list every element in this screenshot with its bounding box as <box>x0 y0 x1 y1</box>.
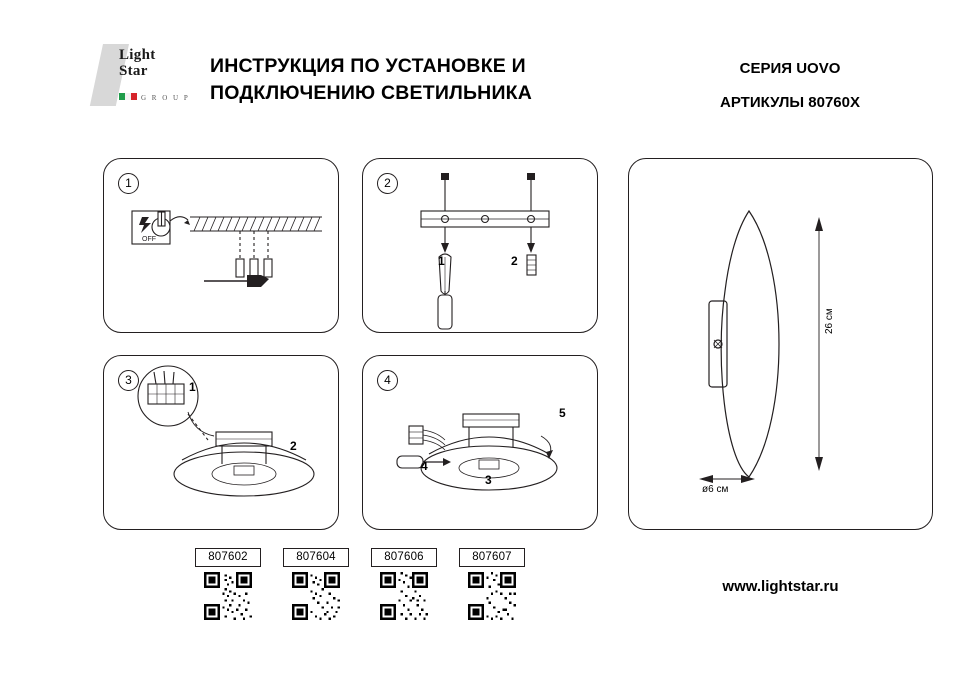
step-2-panel <box>362 158 598 333</box>
step-2-illustration <box>363 159 599 334</box>
step-4-number: 4 <box>377 370 398 391</box>
series-block <box>645 52 935 120</box>
logo-line-1: Light <box>119 47 156 63</box>
svg-text:OFF: OFF <box>142 236 156 243</box>
articles-label: АРТИКУЛЫ 80760X <box>720 94 860 111</box>
page-title-line-1: ИНСТРУКЦИЯ ПО УСТАНОВКЕ И <box>210 55 526 77</box>
website-link[interactable]: www.lightstar.ru <box>722 578 839 595</box>
code-item-1 <box>195 548 261 625</box>
step-2-label-2: 2 <box>511 254 518 268</box>
step-3-illustration <box>104 356 340 531</box>
step-3-label-2: 2 <box>290 439 297 453</box>
step-2-number: 2 <box>377 173 398 194</box>
qr-code-2[interactable] <box>292 572 340 620</box>
logo-group-label: G R O U P <box>141 94 190 102</box>
step-4-label-4: 4 <box>421 459 428 473</box>
lightstar-logo <box>103 44 193 106</box>
code-item-4 <box>459 548 525 625</box>
step-2-label-1: 1 <box>438 254 445 268</box>
article-number-2: 807604 <box>283 548 349 567</box>
step-3-number: 3 <box>118 370 139 391</box>
dimensions-panel <box>628 158 933 530</box>
step-4-illustration <box>363 356 599 531</box>
logo-wordmark <box>119 48 156 80</box>
step-1-panel <box>103 158 339 333</box>
step-4-label-5: 5 <box>559 406 566 420</box>
series-label: СЕРИЯ UOVO <box>739 60 841 77</box>
code-item-2 <box>283 548 349 625</box>
diameter-dimension-label: ø6 см <box>702 484 729 495</box>
step-4-label-3: 3 <box>485 473 492 487</box>
article-number-3: 807606 <box>371 548 437 567</box>
page-title-line-2: ПОДКЛЮЧЕНИЮ СВЕТИЛЬНИКА <box>210 82 533 104</box>
logo-line-2: Star <box>119 63 148 79</box>
step-3-panel <box>103 355 339 530</box>
step-1-number: 1 <box>118 173 139 194</box>
step-3-label-1: 1 <box>189 380 196 394</box>
article-number-4: 807607 <box>459 548 525 567</box>
article-codes-list <box>195 548 525 638</box>
code-item-3 <box>371 548 437 625</box>
step-4-panel <box>362 355 598 530</box>
italian-flag-icon <box>119 93 137 100</box>
qr-code-3[interactable] <box>380 572 428 620</box>
qr-code-1[interactable] <box>204 572 252 620</box>
qr-code-4[interactable] <box>468 572 516 620</box>
height-dimension-label: 26 см <box>824 308 835 334</box>
step-1-illustration <box>104 159 340 334</box>
dimensions-illustration <box>629 159 934 531</box>
page-title <box>210 53 630 107</box>
article-number-1: 807602 <box>195 548 261 567</box>
